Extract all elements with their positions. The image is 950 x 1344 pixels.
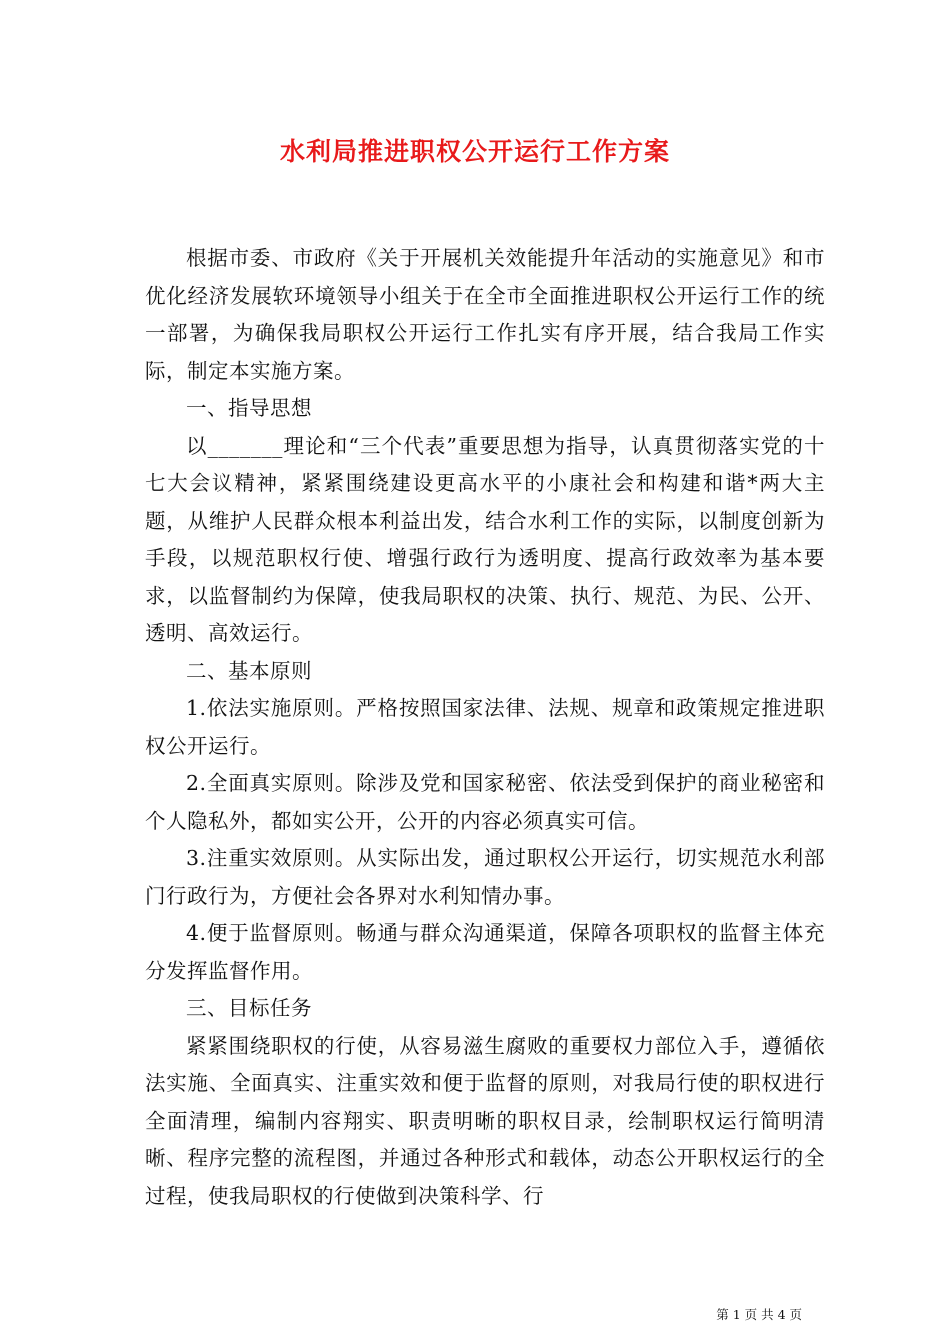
document-body (145, 240, 825, 1215)
principle-item-3: 3.注重实效原则。从实际出发，通过职权公开运行，切实规范水利部门行政行为，方便社会各界对水利知情办事。 (145, 846, 825, 908)
section-heading-guiding-thought: 一、指导思想 (186, 396, 312, 420)
intro-paragraph: 根据市委、市政府《关于开展机关效能提升年活动的实施意见》和市优化经济发展软环境领导小组关于在全市全面推进职权公开运行工作的统一部署，为确保我局职权公开运行工作扎实有序开展，结合我局工作实际，制定本实施方案。 (145, 246, 825, 383)
document-title: 水利局推进职权公开运行工作方案 (279, 137, 670, 166)
guiding-thought-paragraph: 以_______理论和“三个代表”重要思想为指导，认真贯彻落实党的十七大会议精神，紧紧围绕建设更高水平的小康社会和构建和谐*两大主题，从维护人民群众根本利益出发，结合水利工作的实际，以制度创新为手段，以规范职权行使、增强行政行为透明度、提高行政效率为基本要求，以监督制约为保障，使我局职权的决策、执行、规范、为民、公开、透明、高效运行。 (145, 433, 825, 645)
principle-item-1: 1.依法实施原则。严格按照国家法律、法规、规章和政策规定推进职权公开运行。 (145, 696, 825, 758)
section-heading-goals-tasks: 三、目标任务 (186, 996, 312, 1020)
principle-item-4: 4.便于监督原则。畅通与群众沟通渠道，保障各项职权的监督主体充分发挥监督作用。 (145, 921, 825, 983)
page-number-footer: 第 1 页 共 4 页 (716, 1307, 802, 1322)
principle-item-2: 2.全面真实原则。除涉及党和国家秘密、依法受到保护的商业秘密和个人隐私外，都如实公开，公开的内容必须真实可信。 (145, 771, 825, 833)
section-heading-basic-principles: 二、基本原则 (186, 658, 312, 683)
goals-tasks-paragraph: 紧紧围绕职权的行使，从容易滋生腐败的重要权力部位入手，遵循依法实施、全面真实、注重实效和便于监督的原则，对我局行使的职权进行全面清理，编制内容翔实、职责明晰的职权目录，绘制职权运行简明清晰、程序完整的流程图，并通过各种形式和载体，动态公开职权运行的全过程，使我局职权的行使做到决策科学、行 (145, 1033, 825, 1208)
